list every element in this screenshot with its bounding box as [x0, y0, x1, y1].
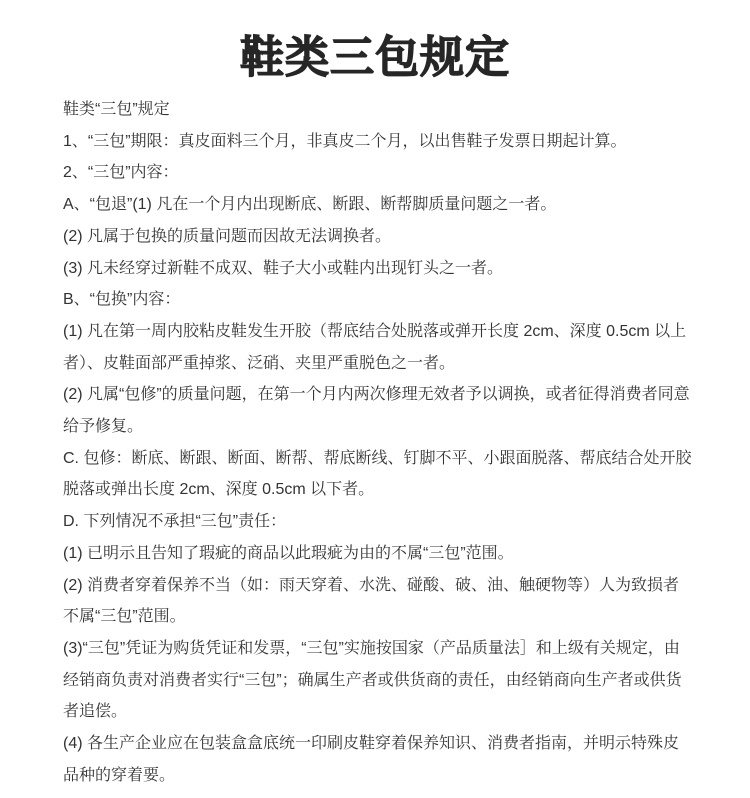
paragraph-exclusion-3: (3)“三包”凭证为购货凭证和发票，“三包”实施按国家（产品质量法］和上级有关规定，由经销商负责对消费者实行“三包”；确属生产者或供货商的责任，由经销商向生产者或供货者追偿。 [63, 639, 682, 721]
paragraph-exclusion-header: D. 下列情况不承担“三包”责任： [63, 513, 287, 531]
document-title: 鞋类三包规定 [240, 33, 510, 82]
paragraph-exclusion-4: (4) 各生产企业应在包装盒盒底统一印刷皮鞋穿着保养知识、消费者指南，并明示特殊皮品种的穿着要。 [63, 735, 680, 784]
paragraph-content-header: 2、“三包”内容： [63, 164, 179, 182]
paragraph-exclusion-1: (1) 已明示且告知了瑕疵的商品以此瑕疵为由的不属“三包”范围。 [63, 544, 514, 562]
paragraph-exchange-2: (2) 凡属“包修”的质量问题，在第一个月内两次修理无效者予以调换，或者征得消费者同意给予修复。 [63, 386, 690, 436]
paragraph-refund-3: (3) 凡未经穿过新鞋不成双、鞋子大小或鞋内出现钉头之一者。 [63, 259, 504, 277]
paragraph-term: 1、“三包”期限：真皮面料三个月，非真皮二个月，以出售鞋子发票日期起计算。 [63, 132, 627, 150]
paragraph-repair: C. 包修：断底、断跟、断面、断帮、帮底断线、钉脚不平、小跟面脱落、帮底结合处开胶脱落或弹出长度 2cm、深度 0.5cm 以下者。 [63, 449, 692, 499]
paragraph-refund-1: A、“包退”(1) 凡在一个月内出现断底、断跟、断帮脚质量问题之一者。 [63, 196, 557, 214]
paragraph-refund-2: (2) 凡属于包换的质量问题而因故无法调换者。 [63, 227, 392, 245]
paragraph-exclusion-2: (2) 消费者穿着保养不当（如：雨天穿着、水洗、碰酸、破、油、触硬物等）人为致损者不属“三包”范围。 [63, 576, 680, 626]
paragraph-exchange-header: B、“包换”内容： [63, 291, 181, 309]
document-subheading: 鞋类“三包”规定 [63, 101, 170, 118]
paragraph-exchange-1: (1) 凡在第一周内胶粘皮鞋发生开胶（帮底结合处脱落或弹开长度 2cm、深度 0.5cm 以上者）、皮鞋面部严重掉浆、泛硝、夹里严重脱色之一者。 [63, 322, 687, 372]
document-body [0, 94, 750, 791]
